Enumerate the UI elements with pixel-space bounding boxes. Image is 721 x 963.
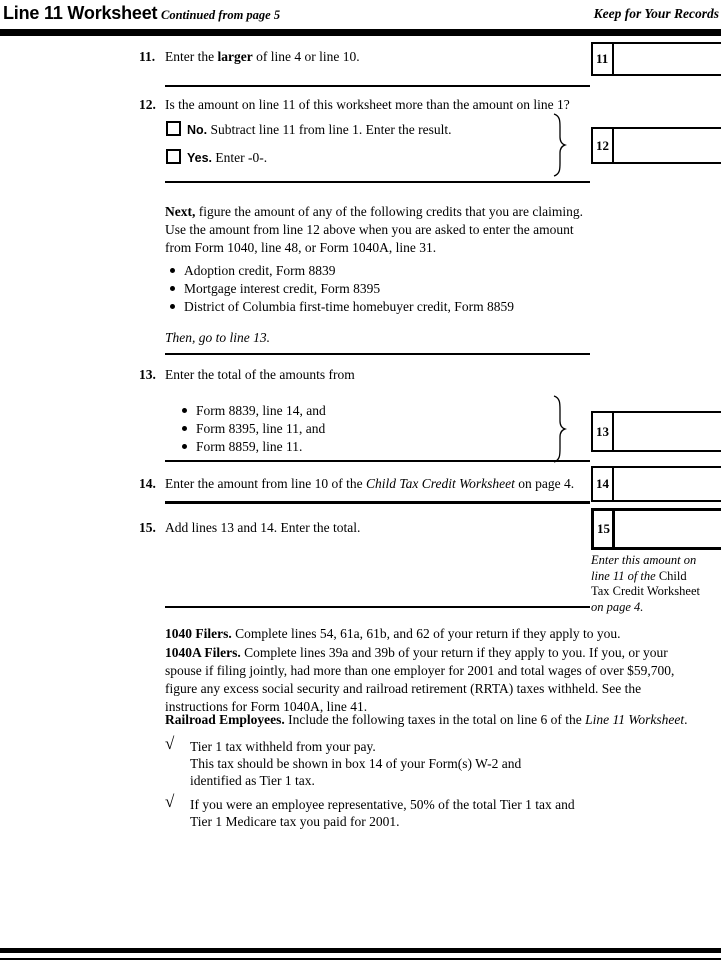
then-go-note: Then, go to line 13. xyxy=(165,330,270,345)
divider-line12 xyxy=(165,181,590,183)
line13-number: 13. xyxy=(139,367,156,382)
continued-from-note: Continued from page 5 xyxy=(161,8,281,22)
filers-1040-paragraph: 1040 Filers. Complete lines 54, 61a, 61b, and 62 of your return if they apply to you. xyxy=(165,626,621,641)
no-option: No. Subtract line 11 from line 1. Enter the result. xyxy=(187,122,452,137)
header-rule xyxy=(0,29,721,36)
no-checkbox[interactable] xyxy=(166,121,181,136)
list-item: Mortgage interest credit, Form 8395 xyxy=(170,280,514,298)
list-item: Form 8859, line 11. xyxy=(182,438,326,456)
footer-rule-thick xyxy=(0,948,721,953)
enter-amount-note: Enter this amount on line 11 of the Child Tax Credit Worksheet on page 4. xyxy=(591,553,700,614)
yes-checkbox[interactable] xyxy=(166,149,181,164)
bullet-icon xyxy=(170,304,175,309)
line14-number: 14. xyxy=(139,476,156,491)
check-item-tier1: Tier 1 tax withheld from your pay. This tax should be shown in box 14 of your Form(s) W-2 and identified as Tier 1 tax. xyxy=(190,739,522,788)
line14-text: Enter the amount from line 10 of the Child Tax Credit Worksheet on page 4. xyxy=(165,476,575,491)
line15-box-label: 15 xyxy=(594,511,615,547)
line12-number: 12. xyxy=(139,97,156,112)
line15-text: Add lines 13 and 14. Enter the total. xyxy=(165,520,361,535)
filers-1040-lead: 1040 Filers. xyxy=(165,626,232,641)
checkmark-icon: √ xyxy=(165,792,175,811)
divider-line11 xyxy=(165,85,590,87)
yes-option-label: Yes. xyxy=(187,151,213,165)
line13-amount-box xyxy=(591,411,721,452)
line11-amount-input[interactable] xyxy=(614,44,721,74)
filers-1040a-paragraph: 1040A Filers. Complete lines 39a and 39b of your return if they apply to you. If you, or your spouse if filing jointly, had more than one employer for 2001 and total wages of over $59,700, figure any excess social security and railroad retirement (RRTA) taxes withheld. See the instructions for Form 1040A, line 41. xyxy=(165,645,675,714)
brace-line12 xyxy=(551,113,567,177)
line13-bullet-list xyxy=(182,402,326,456)
line12-amount-box xyxy=(591,127,721,164)
bullet-icon xyxy=(170,268,175,273)
line15-amount-input[interactable] xyxy=(615,511,721,547)
railroad-paragraph: Railroad Employees. Include the following taxes in the total on line 6 of the Line 11 Worksheet. xyxy=(165,712,688,727)
line15-number: 15. xyxy=(139,520,156,535)
bullet-icon xyxy=(182,426,187,431)
check-item-representative: If you were an employee representative, 50% of the total Tier 1 tax and Tier 1 Medicare tax you paid for 2001. xyxy=(190,797,575,829)
line14-amount-box xyxy=(591,466,721,502)
line13-amount-input[interactable] xyxy=(614,413,721,450)
line12-box-label: 12 xyxy=(593,129,614,162)
divider-line14 xyxy=(165,501,590,504)
list-item: Form 8395, line 11, and xyxy=(182,420,326,438)
railroad-lead: Railroad Employees. xyxy=(165,712,285,727)
next-lead: Next, xyxy=(165,204,196,219)
line11-text: Enter the larger of line 4 or line 10. xyxy=(165,49,360,64)
line14-amount-input[interactable] xyxy=(614,468,721,500)
line11-box-label: 11 xyxy=(593,44,614,74)
line11-amount-box xyxy=(591,42,721,76)
list-item: Form 8839, line 14, and xyxy=(182,402,326,420)
line12-amount-input[interactable] xyxy=(614,129,721,162)
divider-then xyxy=(165,353,590,355)
list-item: Adoption credit, Form 8839 xyxy=(170,262,514,280)
bullet-icon xyxy=(182,444,187,449)
footer-rule-thin xyxy=(0,958,721,960)
line13-box-label: 13 xyxy=(593,413,614,450)
brace-line13 xyxy=(551,395,567,463)
line12-question: Is the amount on line 11 of this worksheet more than the amount on line 1? xyxy=(165,97,570,112)
divider-line13 xyxy=(165,460,590,462)
no-option-label: No. xyxy=(187,123,208,137)
line15-amount-box xyxy=(591,508,721,550)
bullet-icon xyxy=(170,286,175,291)
next-paragraph: Next, figure the amount of any of the following credits that you are claiming. Use the amount from line 12 above when you are asked to enter the amount from Form 1040, line 48, or Form 1040A, line 31. xyxy=(165,204,584,255)
line11-number: 11. xyxy=(139,49,156,64)
line14-box-label: 14 xyxy=(593,468,614,500)
page-title: Line 11 Worksheet xyxy=(3,3,158,23)
divider-line15 xyxy=(165,606,590,608)
keep-for-records-note: Keep for Your Records xyxy=(593,6,719,21)
checkmark-icon: √ xyxy=(165,734,175,753)
credit-bullet-list xyxy=(170,262,514,316)
bullet-icon xyxy=(182,408,187,413)
yes-option: Yes. Enter -0-. xyxy=(187,150,268,165)
line13-text: Enter the total of the amounts from xyxy=(165,367,355,382)
filers-1040a-lead: 1040A Filers. xyxy=(165,645,241,660)
list-item: District of Columbia first-time homebuyer credit, Form 8859 xyxy=(170,298,514,316)
